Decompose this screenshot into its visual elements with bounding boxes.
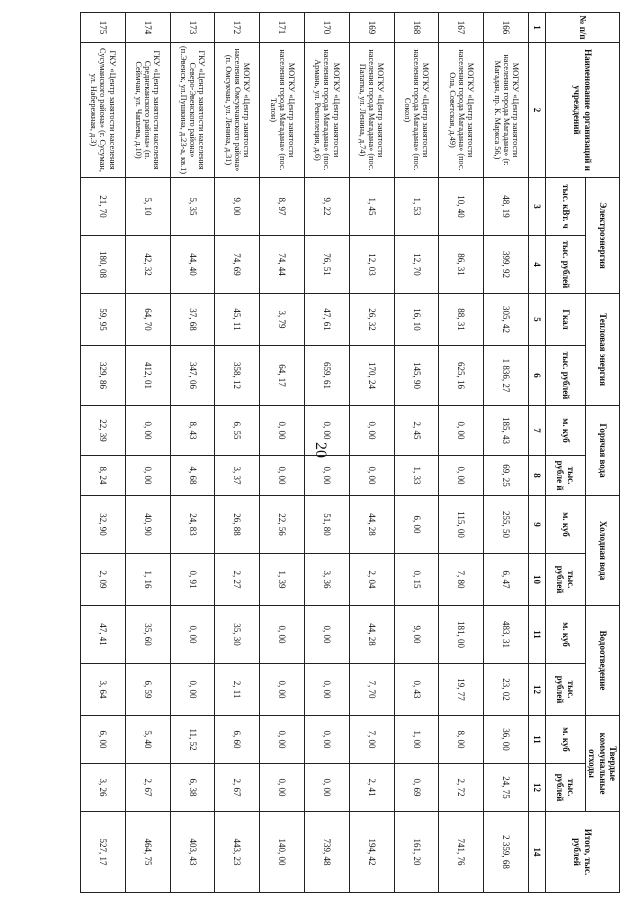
value-cell: 1, 39 <box>260 554 305 606</box>
row-number: 175 <box>81 13 126 43</box>
value-cell: 32, 90 <box>81 496 126 554</box>
value-cell: 115, 00 <box>439 496 484 554</box>
value-cell: 181, 00 <box>439 606 484 664</box>
value-cell: 6, 38 <box>170 764 215 812</box>
value-cell: 6, 59 <box>125 664 170 716</box>
value-cell: 2, 04 <box>349 554 394 606</box>
value-cell: 12, 03 <box>349 236 394 294</box>
table-row <box>305 13 350 893</box>
row-number: 173 <box>170 13 215 43</box>
column-number: 2 <box>529 43 546 178</box>
value-cell: 47, 41 <box>81 606 126 664</box>
value-cell: 0, 00 <box>349 406 394 456</box>
value-cell: 0, 00 <box>305 764 350 812</box>
value-cell: 6, 00 <box>81 716 126 764</box>
value-cell: 74, 69 <box>215 236 260 294</box>
value-cell: 3, 26 <box>81 764 126 812</box>
value-cell: 26, 88 <box>215 496 260 554</box>
value-cell: 0, 00 <box>305 406 350 456</box>
value-cell: 48, 19 <box>484 178 529 236</box>
row-number: 170 <box>305 13 350 43</box>
value-cell: 0, 00 <box>439 456 484 496</box>
organization-name: ГКУ «Центр занятости населения Северо-Эвенского района» (п.Эвенск, ул.Пушкина, д.23-а, кв.1) <box>170 43 215 178</box>
column-number: 11 <box>529 716 546 764</box>
subheader-cell: тыс. рублей <box>546 554 586 606</box>
table-row <box>349 13 394 893</box>
column-number: 9 <box>529 496 546 554</box>
row-number: 171 <box>260 13 305 43</box>
value-cell: 3, 37 <box>215 456 260 496</box>
row-total: 739, 48 <box>305 812 350 893</box>
column-number: 1 <box>529 13 546 43</box>
value-cell: 305, 42 <box>484 294 529 346</box>
organization-name: МОГКУ «Центр занятости населения города Магадана» (пос. Сокол) <box>394 43 439 178</box>
header-group-sewerage: Водоотведение <box>586 606 620 716</box>
organization-name: МОГКУ «Центр занятости населения города Магадана» (г. Магадан, пр. К. Маркса 56,) <box>484 43 529 178</box>
value-cell: 399, 92 <box>484 236 529 294</box>
value-cell: 0, 00 <box>260 406 305 456</box>
value-cell: 1, 33 <box>394 456 439 496</box>
column-number: 4 <box>529 236 546 294</box>
row-total: 161, 20 <box>394 812 439 893</box>
row-total: 741, 76 <box>439 812 484 893</box>
value-cell: 483, 31 <box>484 606 529 664</box>
column-number: 5 <box>529 294 546 346</box>
row-total: 443, 23 <box>215 812 260 893</box>
header-total: Итого, тыс. рублей <box>546 812 620 893</box>
value-cell: 9, 00 <box>394 606 439 664</box>
table-row <box>81 13 126 893</box>
value-cell: 45, 11 <box>215 294 260 346</box>
column-number: 3 <box>529 178 546 236</box>
row-total: 140, 00 <box>260 812 305 893</box>
value-cell: 6, 55 <box>215 406 260 456</box>
value-cell: 0, 00 <box>260 606 305 664</box>
value-cell: 7, 70 <box>349 664 394 716</box>
value-cell: 0, 00 <box>349 456 394 496</box>
value-cell: 3, 79 <box>260 294 305 346</box>
row-number: 166 <box>484 13 529 43</box>
header-group-heat: Тепловая энергия <box>586 294 620 406</box>
header-no: № п/п <box>546 13 620 43</box>
row-total: 527, 17 <box>81 812 126 893</box>
value-cell: 0, 15 <box>394 554 439 606</box>
value-cell: 1, 53 <box>394 178 439 236</box>
column-number: 12 <box>529 764 546 812</box>
column-number: 11 <box>529 606 546 664</box>
organization-name: ГКУ «Центр занятости населения Сусуманского района» (г. Сусуман, ул. Набережная, д.3) <box>81 43 126 178</box>
value-cell: 0, 00 <box>260 456 305 496</box>
utilities-table <box>80 12 620 893</box>
value-cell: 36, 00 <box>484 716 529 764</box>
value-cell: 358, 12 <box>215 346 260 406</box>
value-cell: 1, 45 <box>349 178 394 236</box>
header-group-cold-water: Холодная вода <box>586 496 620 606</box>
table-row <box>484 13 529 893</box>
value-cell: 2, 45 <box>394 406 439 456</box>
organization-name: МОГКУ «Центр занятости населения города Магадана» (пос. Армань, ул. Рекоплеция, д.6) <box>305 43 350 178</box>
value-cell: 8, 97 <box>260 178 305 236</box>
subheader-cell: тыс. рубле й <box>546 456 586 496</box>
row-number: 172 <box>215 13 260 43</box>
value-cell: 40, 90 <box>125 496 170 554</box>
header-group-electricity: Электроэнергия <box>586 178 620 294</box>
organization-name: ГКУ «Центр занятости населения Среднеканского района» (п. Сеймчан, ул. Чапаева, д.10) <box>125 43 170 178</box>
row-number: 169 <box>349 13 394 43</box>
value-cell: 8, 00 <box>439 716 484 764</box>
value-cell: 625, 16 <box>439 346 484 406</box>
table-row <box>260 13 305 893</box>
value-cell: 0, 00 <box>260 716 305 764</box>
value-cell: 2, 09 <box>81 554 126 606</box>
subheader-cell: м. куб <box>546 716 586 764</box>
value-cell: 170, 24 <box>349 346 394 406</box>
table-row <box>439 13 484 893</box>
value-cell: 64, 17 <box>260 346 305 406</box>
value-cell: 35, 60 <box>125 606 170 664</box>
value-cell: 2, 27 <box>215 554 260 606</box>
value-cell: 0, 00 <box>305 716 350 764</box>
row-total: 403, 43 <box>170 812 215 893</box>
subheader-cell: м. куб <box>546 606 586 664</box>
page-number: 20 <box>312 442 329 458</box>
value-cell: 64, 70 <box>125 294 170 346</box>
value-cell: 35, 30 <box>215 606 260 664</box>
organization-name: МОГКУ «Центр занятости населения города Магадана» (пос. Ола, Советская, д.49) <box>439 43 484 178</box>
value-cell: 0, 00 <box>260 764 305 812</box>
column-number: 12 <box>529 664 546 716</box>
table-row <box>394 13 439 893</box>
value-cell: 7, 00 <box>349 716 394 764</box>
value-cell: 76, 51 <box>305 236 350 294</box>
row-number: 167 <box>439 13 484 43</box>
value-cell: 22, 56 <box>260 496 305 554</box>
row-number: 168 <box>394 13 439 43</box>
value-cell: 255, 50 <box>484 496 529 554</box>
subheader-cell: м. куб <box>546 406 586 456</box>
value-cell: 88, 31 <box>439 294 484 346</box>
value-cell: 185, 43 <box>484 406 529 456</box>
row-total: 194, 42 <box>349 812 394 893</box>
table-row <box>170 13 215 893</box>
value-cell: 0, 43 <box>394 664 439 716</box>
value-cell: 9, 22 <box>305 178 350 236</box>
row-number: 174 <box>125 13 170 43</box>
value-cell: 44, 28 <box>349 606 394 664</box>
value-cell: 2, 67 <box>215 764 260 812</box>
organization-name: МОГКУ «Центр занятости населения города Магадана» (пос. Палатка, ул. Ленина, д.74) <box>349 43 394 178</box>
value-cell: 0, 00 <box>305 606 350 664</box>
value-cell: 180, 08 <box>81 236 126 294</box>
organization-name: МОГКУ «Центр занятости населения Омсукчанского района» (п. Омсукчан, ул. Ленина, д.31) <box>215 43 260 178</box>
value-cell: 0, 00 <box>125 456 170 496</box>
value-cell: 0, 00 <box>260 664 305 716</box>
value-cell: 24, 75 <box>484 764 529 812</box>
value-cell: 145, 90 <box>394 346 439 406</box>
row-total: 2 359, 68 <box>484 812 529 893</box>
value-cell: 37, 68 <box>170 294 215 346</box>
value-cell: 329, 86 <box>81 346 126 406</box>
value-cell: 11, 52 <box>170 716 215 764</box>
value-cell: 0, 91 <box>170 554 215 606</box>
column-number: 6 <box>529 346 546 406</box>
value-cell: 3, 36 <box>305 554 350 606</box>
value-cell: 59, 95 <box>81 294 126 346</box>
value-cell: 2, 67 <box>125 764 170 812</box>
value-cell: 3, 64 <box>81 664 126 716</box>
column-number: 8 <box>529 456 546 496</box>
value-cell: 5, 35 <box>170 178 215 236</box>
value-cell: 26, 32 <box>349 294 394 346</box>
organization-name: МОГКУ «Центр занятости населения города Магадана» (пос. Талон) <box>260 43 305 178</box>
value-cell: 659, 61 <box>305 346 350 406</box>
value-cell: 16, 10 <box>394 294 439 346</box>
column-number: 14 <box>529 812 546 893</box>
table-body <box>81 13 529 893</box>
value-cell: 0, 69 <box>394 764 439 812</box>
rotated-table-frame <box>80 12 620 892</box>
value-cell: 5, 40 <box>125 716 170 764</box>
value-cell: 0, 00 <box>305 456 350 496</box>
value-cell: 1, 00 <box>394 716 439 764</box>
subheader-cell: тыс. рублей <box>546 764 586 812</box>
value-cell: 51, 80 <box>305 496 350 554</box>
value-cell: 86, 31 <box>439 236 484 294</box>
value-cell: 2, 11 <box>215 664 260 716</box>
column-number: 7 <box>529 406 546 456</box>
value-cell: 22, 39 <box>81 406 126 456</box>
value-cell: 1, 16 <box>125 554 170 606</box>
header-group-hot-water: Горячая вода <box>586 406 620 496</box>
value-cell: 44, 40 <box>170 236 215 294</box>
value-cell: 2, 41 <box>349 764 394 812</box>
value-cell: 0, 00 <box>125 406 170 456</box>
value-cell: 1 836, 27 <box>484 346 529 406</box>
value-cell: 4, 68 <box>170 456 215 496</box>
value-cell: 6, 60 <box>215 716 260 764</box>
value-cell: 21, 70 <box>81 178 126 236</box>
subheader-cell: тыс. рублей <box>546 346 586 406</box>
table-row <box>125 13 170 893</box>
value-cell: 6, 47 <box>484 554 529 606</box>
subheader-cell: Гкал <box>546 294 586 346</box>
table-row <box>215 13 260 893</box>
value-cell: 10, 40 <box>439 178 484 236</box>
header-name: Наименование организаций и учреждений <box>546 43 620 178</box>
value-cell: 0, 00 <box>439 406 484 456</box>
row-total: 464, 75 <box>125 812 170 893</box>
value-cell: 8, 43 <box>170 406 215 456</box>
value-cell: 47, 61 <box>305 294 350 346</box>
value-cell: 5, 10 <box>125 178 170 236</box>
value-cell: 42, 32 <box>125 236 170 294</box>
header-group-solid-waste: Твердые коммунальные отходы <box>586 716 620 812</box>
subheader-cell: тыс. рублей <box>546 236 586 294</box>
value-cell: 347, 06 <box>170 346 215 406</box>
value-cell: 23, 02 <box>484 664 529 716</box>
value-cell: 44, 28 <box>349 496 394 554</box>
value-cell: 9, 00 <box>215 178 260 236</box>
value-cell: 19, 77 <box>439 664 484 716</box>
value-cell: 0, 00 <box>170 664 215 716</box>
column-number-row <box>529 13 546 893</box>
value-cell: 74, 44 <box>260 236 305 294</box>
value-cell: 24, 83 <box>170 496 215 554</box>
value-cell: 0, 00 <box>170 606 215 664</box>
value-cell: 8, 24 <box>81 456 126 496</box>
value-cell: 2, 72 <box>439 764 484 812</box>
value-cell: 69, 25 <box>484 456 529 496</box>
subheader-cell: тыс. кВт. ч <box>546 178 586 236</box>
column-number: 10 <box>529 554 546 606</box>
subheader-cell: тыс. рублей <box>546 664 586 716</box>
value-cell: 7, 80 <box>439 554 484 606</box>
subheader-cell: м. куб <box>546 496 586 554</box>
value-cell: 412, 01 <box>125 346 170 406</box>
value-cell: 12, 70 <box>394 236 439 294</box>
value-cell: 6, 00 <box>394 496 439 554</box>
value-cell: 0, 00 <box>305 664 350 716</box>
